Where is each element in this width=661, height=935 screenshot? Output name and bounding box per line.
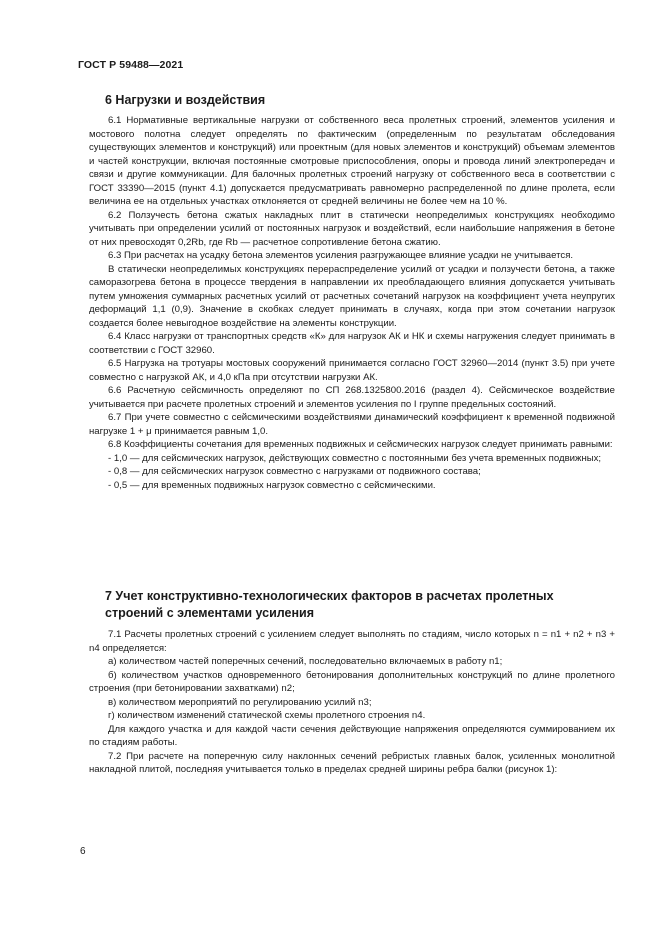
page-number: 6 <box>80 846 86 857</box>
paragraph-7-1: 7.1 Расчеты пролетных строений с усилением следует выполнять по стадиям, число которых n = n1 + n2 + n3 + n4 определяется: <box>89 629 615 654</box>
list-item-7-1-c: в) количеством мероприятий по регулированию усилий n3; <box>108 696 372 708</box>
section-7-heading <box>105 588 554 622</box>
paragraph-7-1-note: Для каждого участка и для каждой части сечения действующие напряжения определяются суммированием их по стадиям работы. <box>89 723 615 748</box>
list-item-6-8-b: - 0,8 — для сейсмических нагрузок совместно с нагрузками от подвижного состава; <box>108 466 481 477</box>
paragraph-6-2: 6.2 Ползучесть бетона сжатых накладных плит в статически неопределимых конструкциях необходимо учитывать при определении усилий от постоянных нагрузок и воздействий, если наибольшие напряжения в бетоне от них превосходят 0,2Rb, где Rb — расчетное сопротивление бетона сжатию. <box>89 209 615 248</box>
paragraph-6-4: 6.4 Класс нагрузки от транспортных средств «К» для нагрузок АК и НК и схемы нагружения следует принимать в соответствии с ГОСТ 32960. <box>89 331 615 356</box>
list-item-7-1-a: а) количеством частей поперечных сечений, последовательно включаемых в работу n1; <box>108 656 503 667</box>
section-7-body <box>89 628 615 777</box>
list-item-6-8-a: - 1,0 — для сейсмических нагрузок, действующих совместно с постоянными без учета временных подвижных; <box>108 452 602 464</box>
paragraph-6-3-cont: В статически неопределимых конструкциях перераспределение усилий от усадки и ползучести бетона, а также саморазогрева бетона в процессе твердения в направлении их преобладающего влияния допускается учитывать путем умножения суммарных расчетных усилий от расчетных сочетаний нагрузок на коэффициент учета неупругих деформаций 1,1 (0,9). Значение в скобках следует принимать в случаях, когда при этом сочетании нагрузок создается более невыгодное воздействие на элементы конструкции. <box>89 263 615 329</box>
list-item-6-8-c: - 0,5 — для временных подвижных нагрузок совместно с сейсмическими. <box>108 479 436 491</box>
paragraph-6-7: 6.7 При учете совместно с сейсмическими воздействиями динамический коэффициент к временной подвижной нагрузке 1 + μ принимается равным 1,0. <box>89 412 615 437</box>
paragraph-6-3: 6.3 При расчетах на усадку бетона элементов усиления разгружающее влияние усадки не учитывается. <box>108 250 574 261</box>
list-item-7-1-d: г) количеством изменений статической схемы пролетного строения n4. <box>108 710 426 721</box>
section-7-heading-line-1: 7 Учет конструктивно-технологических факторов в расчетах пролетных <box>105 589 554 603</box>
paragraph-6-1: 6.1 Нормативные вертикальные нагрузки от собственного веса пролетных строений, элементов усиления и мостового полотна следует определять по фактическим (определенным по результатам обследования существующих элементов и конструкций) или проектным (для новых элементов и конструкций) объемам элементов и частей конструкции, включая постоянные смотровые приспособления, опоры и провода линий электропередач и связи и другие коммуникации. Для балочных пролетных строений нагрузку от собственного веса в соответствии с ГОСТ 33390—2015 (пункт 4.1) допускается предусматривать равномерно распределенной по длине пролета, если величина ее на отдельных участках отклоняется от средней величины не более чем на 10 %. <box>89 115 615 207</box>
section-7-heading-line-2: строений с элементами усиления <box>105 606 315 620</box>
list-item-7-1-b: б) количеством участков одновременного бетонирования дополнительных конструкций по длине пролетного строения (при бетонировании захватками) n2; <box>89 669 615 694</box>
paragraph-6-5: 6.5 Нагрузка на тротуары мостовых сооружений принимается согласно ГОСТ 32960—2014 (пункт 3.5) при учете совместно с нагрузкой АК, и 4,0 кПа при отсутствии нагрузки АК. <box>89 358 615 383</box>
paragraph-6-6: 6.6 Расчетную сейсмичность определяют по СП 268.1325800.2016 (раздел 4). Сейсмическое воздействие учитывается при расчете пролетных строений и элементов усиления по I группе предельных состояний. <box>89 385 615 410</box>
paragraph-6-8: 6.8 Коэффициенты сочетания для временных подвижных и сейсмических нагрузок следует принимать равными: <box>108 439 613 450</box>
section-6-body <box>89 114 615 492</box>
paragraph-7-2: 7.2 При расчете на поперечную силу наклонных сечений ребристых главных балок, усиленных монолитной накладной плитой, последняя учитывается только в пределах средней ширины ребра балки (рисунок 1): <box>89 750 615 775</box>
document-id-header: ГОСТ Р 59488—2021 <box>78 59 184 71</box>
section-6-heading: 6 Нагрузки и воздействия <box>105 93 266 107</box>
